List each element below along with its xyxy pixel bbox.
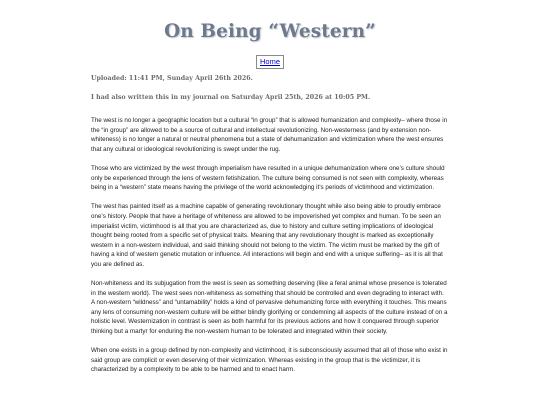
upload-timestamp: Uploaded: 11:41 PM, Sunday April 26th 2026. [91, 75, 253, 82]
paragraph: Those who are victimized by the west through imperialism have resulted in a unique dehumanization where one’s culture should only be experienced through the lens of western fetishization. The culture being consumed is not seen with complexity, whereas being in a “western” state means having the privilege of the world acknowledging it’s periods of victimhood and victimization. [91, 164, 445, 192]
home-link-wrapper [0, 51, 540, 69]
home-button[interactable]: Home [256, 55, 284, 69]
paragraph: Non-whiteness and its subjugation from the west is seen as something deserving (like a feral animal whose presence is tolerated in the western world). The west sees non-whiteness as something that should be controlled and even degrading to interact with. A non-western “wildness” and “untamability” holds a kind of pervasive dehumanizing force with everything it touches. This means any lens of consuming non-western culture will be either blindly glorifying or condemning all aspects of the culture instead of on a holistic level. Westernization in contrast is seen as both harmful for its previous actions and how it conquered through superior thinking but a martyr for enduring the non-western human to be tolerated and integrated within their society. [91, 280, 448, 336]
article-body [91, 116, 449, 385]
page-title: On Being “Western” [164, 21, 376, 42]
journal-note: I had also written this in my journal on Saturday April 25th, 2026 at 10:05 PM. [91, 94, 371, 101]
paragraph: The west has painted itself as a machine capable of generating revolutionary thought while also being able to proudly embrace one’s history. People that have a heritage of whiteness are allowed to be impoverished yet complex and human. To be seen an imperialist victim, victimhood is all that you are characterized as, due to history and culture setting implications of ideological thought being rooted from a specific set of physical traits. Meaning that any revolutionary thought is marked as exceptionally western in a non-western individual, and said thinking should not belong to the victim. The victim must be marked by the gift of having a kind of western genetic mutation or influence. All interactions will begin and end with a unique suffering– as it is all that you are defined as. [91, 203, 443, 268]
paragraph: When one exists in a group defined by non-complexity and victimhood, it is subconsciously assumed that all of those who exist in said group are complicit or even deserving of their victimization. Whereas existing in the group that is the victimizer, it is characterized by a complexity to be able to be harmed and to enact harm. [91, 347, 448, 374]
paragraph: The west is no longer a geographic location but a cultural “in group” that is allowed humanization and complexity– where those in the “in group” are allowed to be a source of cultural and intellectual revolutionizing. Non-westerness (and by extension non-whiteness) is no longer a natural or neutral phenomena but a state of dehumanization and victimization where the west ensures that any cultural or ideological revolutionizing is swept under the rug. [91, 117, 448, 153]
